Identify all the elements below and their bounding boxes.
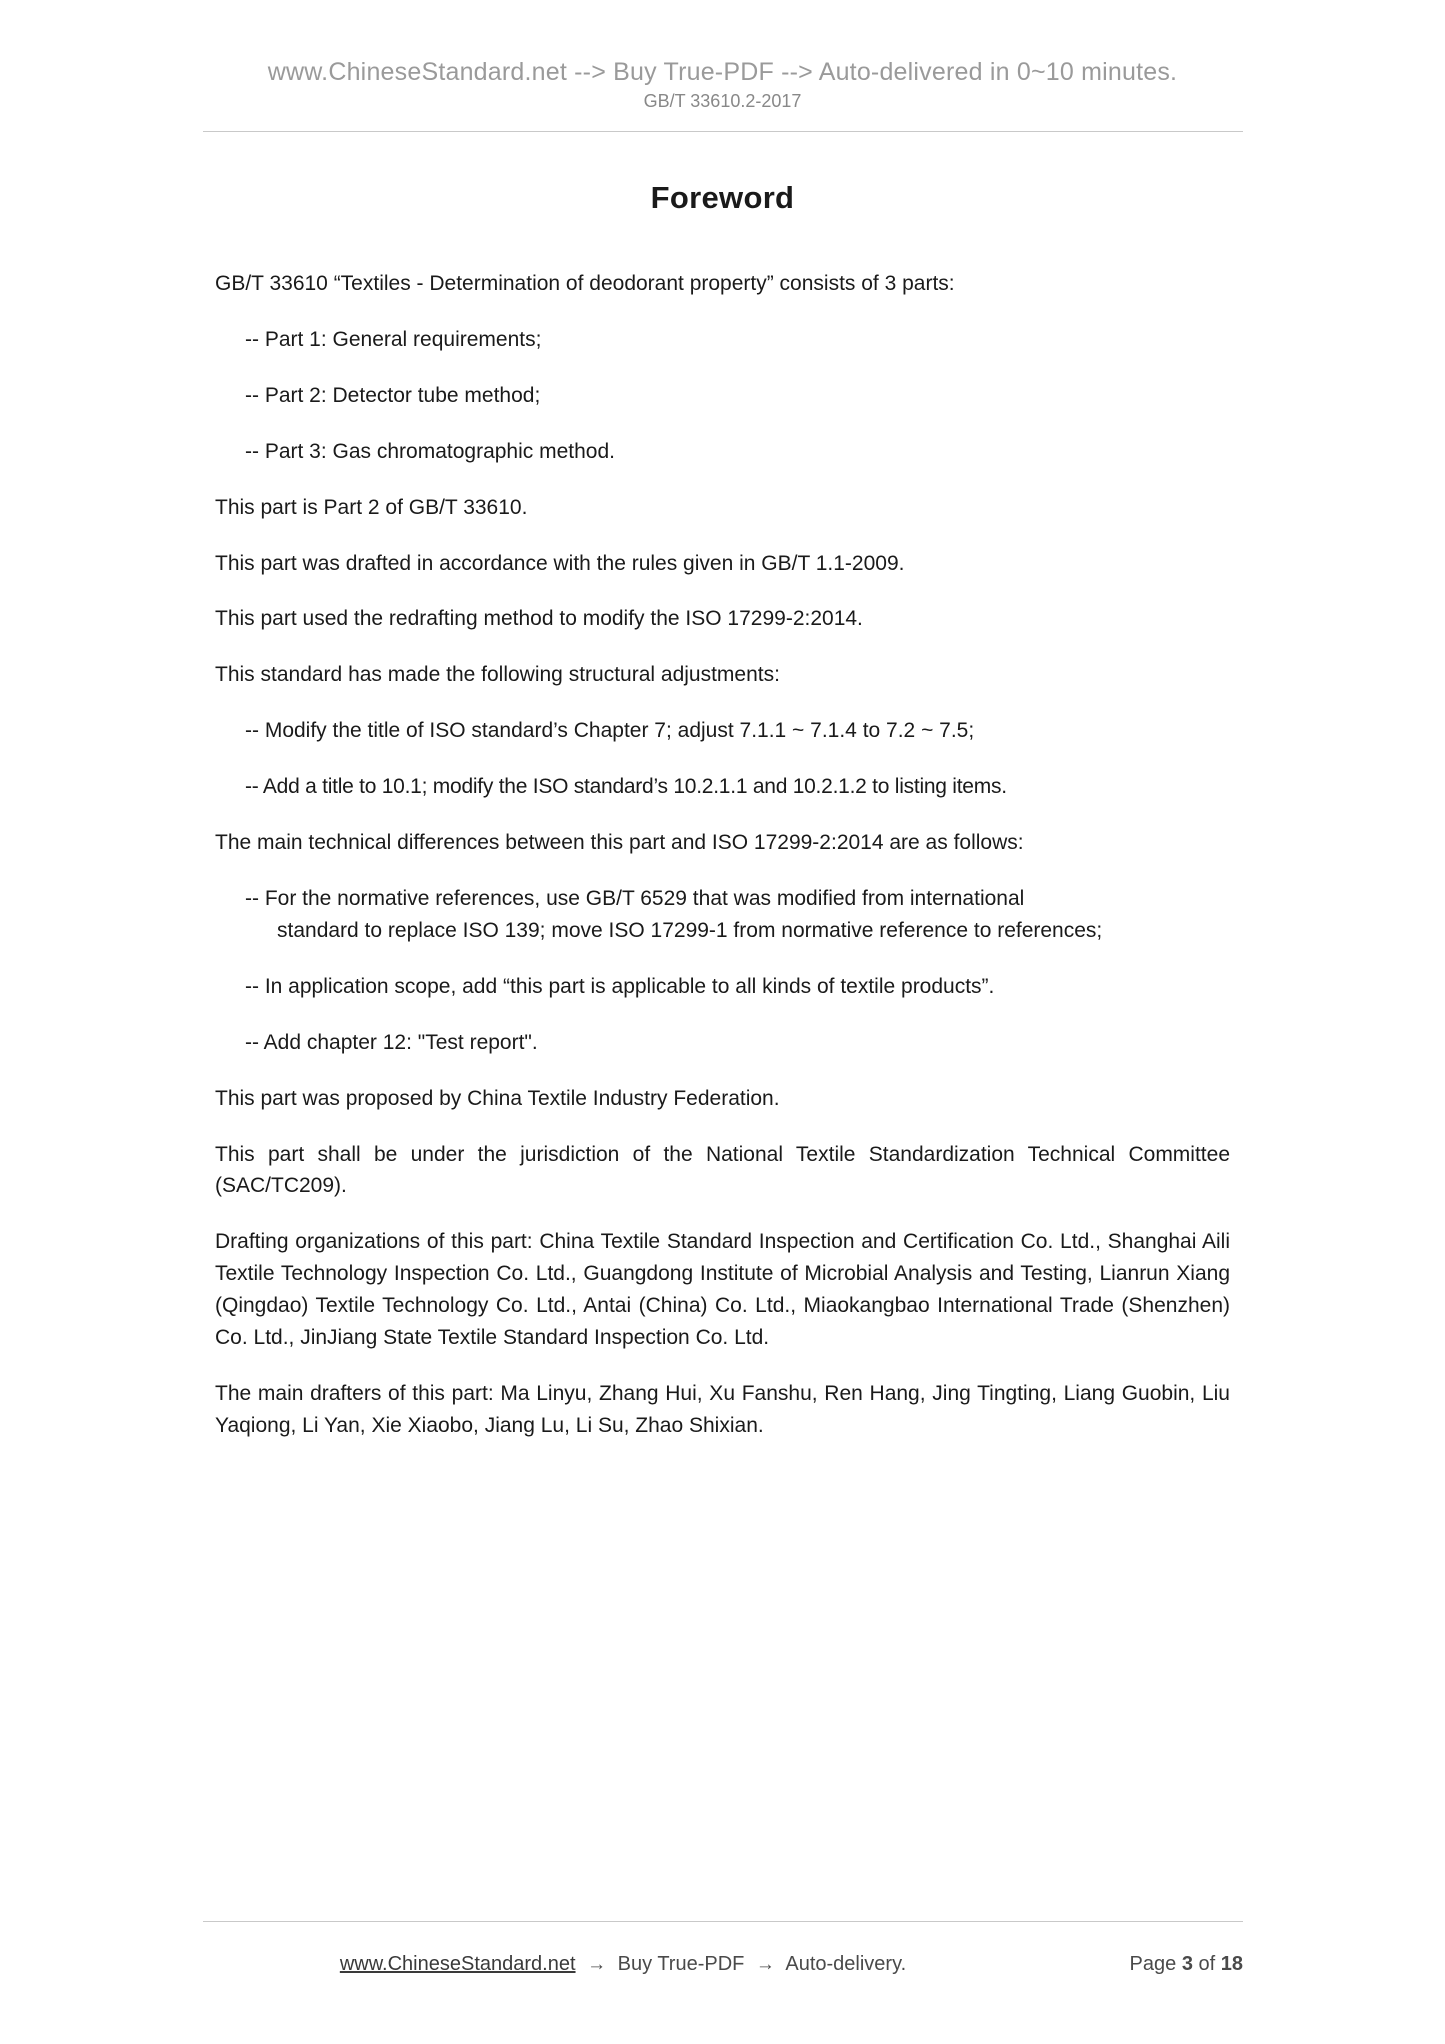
standard-code-header: GB/T 33610.2-2017 (643, 91, 802, 111)
arrow-right-icon-2: → (755, 1954, 775, 1975)
paragraph: This standard has made the following structural adjustments: (215, 663, 780, 687)
paragraph: -- Modify the title of ISO standard’s Chapter 7; adjust 7.1.1 ~ 7.1.4 to 7.2 ~ 7.5; (245, 719, 975, 743)
footer-links (203, 1953, 1003, 1976)
paragraph: This part used the redrafting method to modify the ISO 17299-2:2014. (215, 607, 863, 631)
paragraph: The main technical differences between this part and ISO 17299-2:2014 are as follows: (215, 831, 1024, 855)
page-indicator (1003, 1953, 1243, 1976)
page-number: 3 (1181, 1953, 1193, 1975)
paragraph: GB/T 33610 “Textiles - Determination of deodorant property” consists of 3 parts: (215, 272, 955, 295)
page-of-label: of (1198, 1953, 1216, 1975)
arrow-right-icon-1: → (587, 1954, 607, 1975)
paragraph: This part shall be under the jurisdiction of the National Textile Standardization Technical Committee (SAC/TC209). (215, 1142, 1230, 1198)
header-divider (203, 131, 1243, 132)
paragraph: -- Add chapter 12: "Test report". (245, 1030, 538, 1054)
paragraph: -- Part 1: General requirements; (245, 327, 542, 351)
paragraph: -- For the normative references, use GB/T 6529 that was modified from international standard to replace ISO 139; move ISO 17299-1 from normative reference to references; (215, 883, 1230, 947)
watermark-banner: www.ChineseStandard.net --> Buy True-PDF --> Auto-delivered in 0~10 minutes. (267, 58, 1178, 86)
page-title: Foreword (650, 180, 795, 215)
page-prefix-label: Page (1129, 1953, 1177, 1975)
paragraph: This part was drafted in accordance with the rules given in GB/T 1.1-2009. (215, 551, 905, 575)
paragraph: This part is Part 2 of GB/T 33610. (215, 495, 528, 519)
paragraph: -- Add a title to 10.1; modify the ISO standard’s 10.2.1.1 and 10.2.1.2 to listing items. (245, 775, 1007, 799)
paragraph-continuation: standard to replace ISO 139; move ISO 17299-1 from normative reference to references; (277, 918, 1103, 942)
footer-divider (203, 1921, 1243, 1922)
paragraph: The main drafters of this part: Ma Linyu, Zhang Hui, Xu Fanshu, Ren Hang, Jing Tingting, Liang Guobin, Liu Yaqiong, Li Yan, Xie Xiaobo, Jiang Lu, Li Su, Zhao Shixian. (215, 1381, 1230, 1437)
paragraph: -- In application scope, add “this part is applicable to all kinds of textile products”. (245, 974, 995, 998)
footer-delivery-label: Auto-delivery. (785, 1953, 907, 1975)
page-footer (203, 1953, 1243, 1976)
paragraph: -- Part 2: Detector tube method; (245, 383, 541, 407)
paragraph: Drafting organizations of this part: China Textile Standard Inspection and Certification Co. Ltd., Shanghai Aili Textile Technology Inspection Co. Ltd., Guangdong Institute of Microbial Analysis and Testing, Lianrun Xiang (Qingdao) Textile Technology Co. Ltd., Antai (China) Co. Ltd., Miaokangbao International Trade (Shenzhen) Co. Ltd., JinJiang State Textile Standard Inspection Co. Ltd. (215, 1230, 1230, 1350)
document-body (215, 180, 1230, 1466)
paragraph: This part was proposed by China Textile Industry Federation. (215, 1086, 780, 1110)
footer-buy-label: Buy True-PDF (617, 1953, 745, 1975)
paragraph-list (215, 268, 1230, 1442)
page-total: 18 (1220, 1953, 1243, 1975)
paragraph: -- Part 3: Gas chromatographic method. (245, 439, 615, 463)
footer-site-link[interactable]: www.ChineseStandard.net (339, 1953, 576, 1975)
